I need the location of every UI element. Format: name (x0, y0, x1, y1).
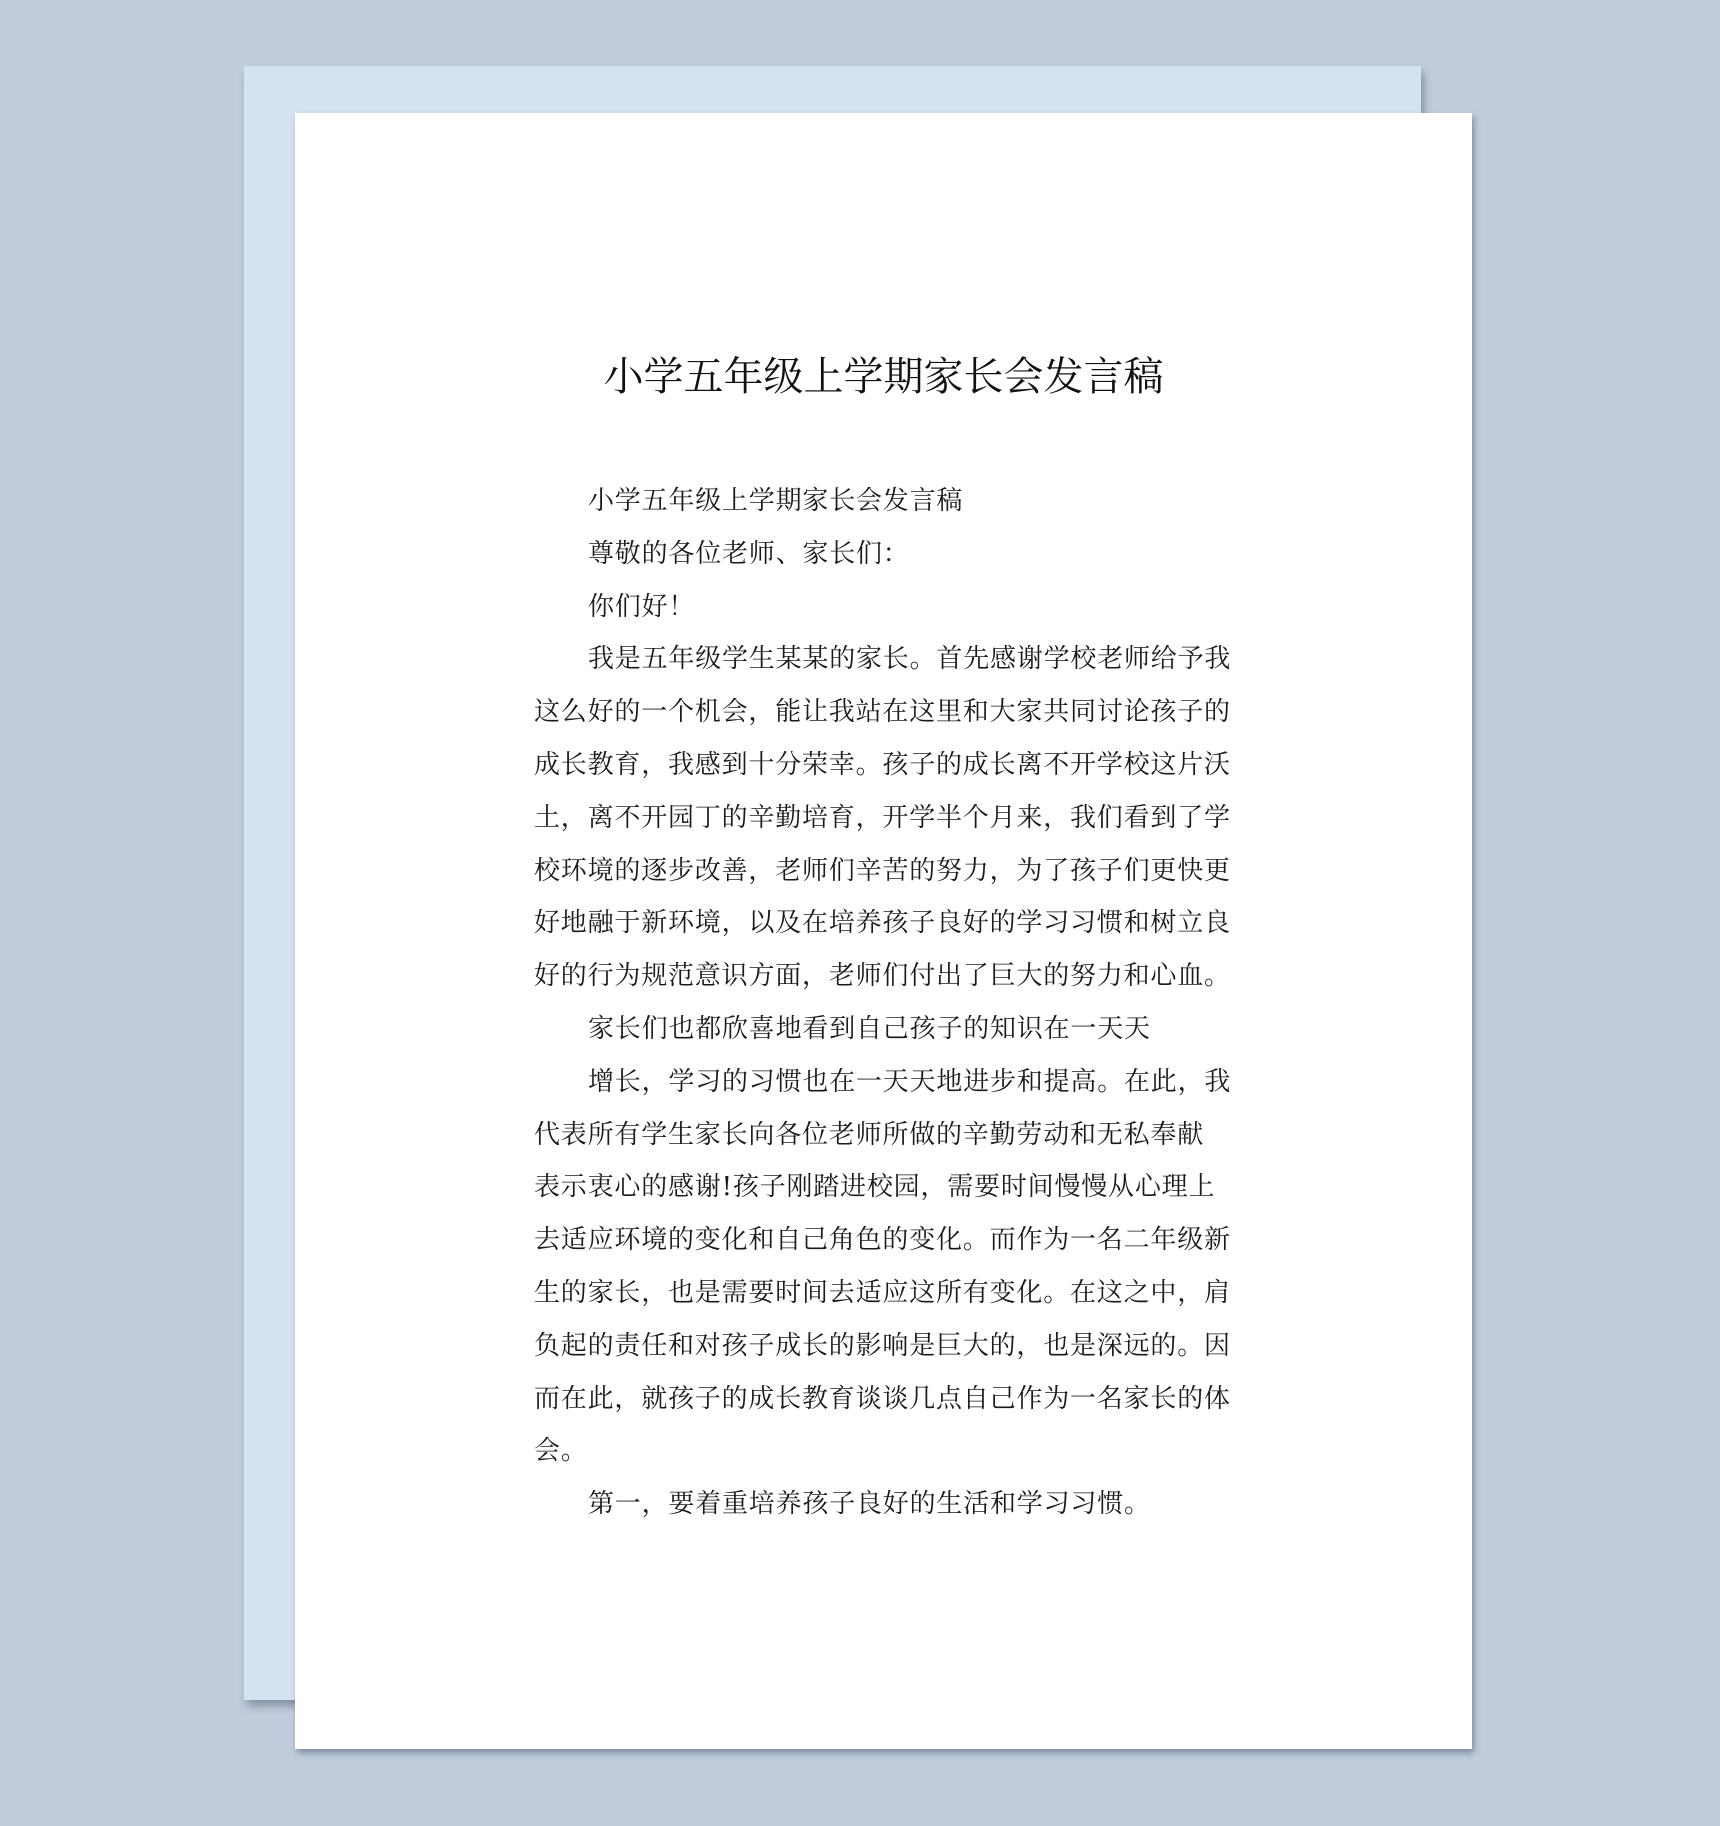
document-page (295, 113, 1472, 1749)
text-line: 第一，要着重培养孩子良好的生活和学习习惯。 (588, 1489, 1151, 1520)
text-line: 校环境的逐步改善，老师们辛苦的努力，为了孩子们更快更 (534, 855, 1231, 886)
text-line: 生的家长，也是需要时间去适应这所有变化。在这之中，肩 (534, 1277, 1231, 1308)
document-title: 小学五年级上学期家长会发言稿 (603, 354, 1164, 400)
text-line: 好的行为规范意识方面，老师们付出了巨大的努力和心血。 (534, 961, 1231, 992)
text-line: 好地融于新环境，以及在培养孩子良好的学习习惯和树立良 (534, 908, 1231, 939)
text-line: 代表所有学生家长向各位老师所做的辛勤劳动和无私奉献 (534, 1119, 1205, 1150)
text-line: 去适应环境的变化和自己角色的变化。而作为一名二年级新 (534, 1225, 1231, 1256)
text-line: 这么好的一个机会，能让我站在这里和大家共同讨论孩子的 (534, 697, 1231, 728)
text-line: 小学五年级上学期家长会发言稿 (588, 486, 964, 516)
text-line: 你们好！ (588, 591, 696, 622)
text-line: 家长们也都欣喜地看到自己孩子的知识在一天天 (588, 1013, 1151, 1044)
text-line: 表示衷心的感谢!孩子刚踏进校园，需要时间慢慢从心理上 (534, 1172, 1216, 1203)
text-line: 成长教育，我感到十分荣幸。孩子的成长离不开学校这片沃 (534, 749, 1231, 780)
document-body (534, 475, 1234, 1531)
text-line: 我是五年级学生某某的家长。首先感谢学校老师给予我 (588, 644, 1232, 675)
text-line: 而在此，就孩子的成长教育谈谈几点自己作为一名家长的体 (534, 1383, 1231, 1414)
text-line: 土，离不开园丁的辛勤培育，开学半个月来，我们看到了学 (534, 802, 1231, 833)
text-line: 负起的责任和对孩子成长的影响是巨大的，也是深远的。因 (534, 1330, 1231, 1361)
text-line: 会。 (534, 1436, 588, 1467)
text-line: 尊敬的各位老师、家长们： (588, 538, 910, 569)
text-line: 增长，学习的习惯也在一天天地进步和提高。在此，我 (588, 1066, 1232, 1097)
